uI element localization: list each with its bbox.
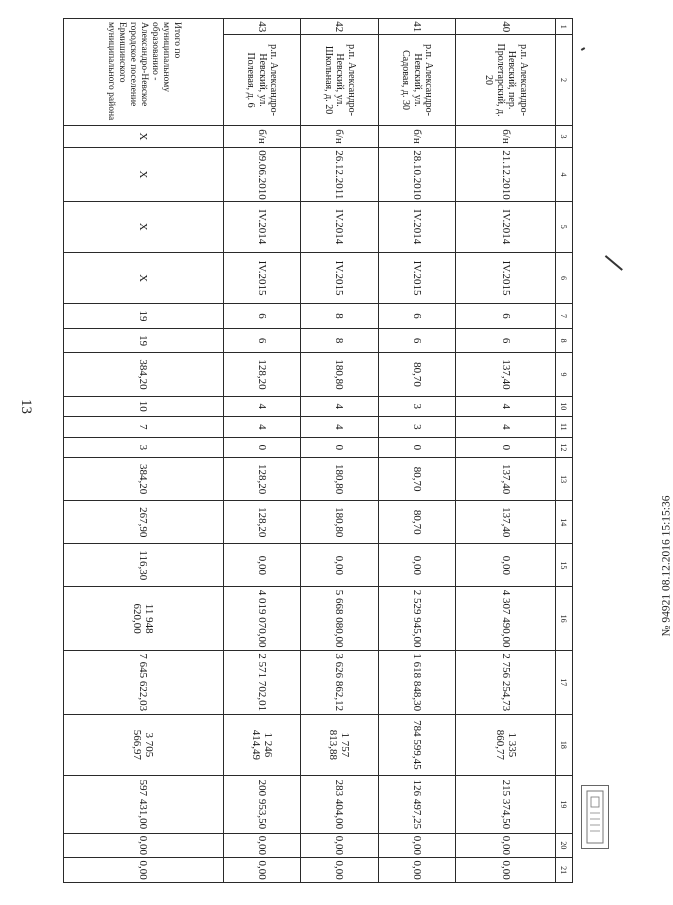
table-cell: 10 (64, 396, 224, 417)
total-row (64, 19, 224, 883)
table-cell: 8 (301, 304, 378, 329)
table-cell: IV.2015 (456, 252, 556, 303)
column-number: 9 (556, 353, 573, 396)
column-number: 18 (556, 714, 573, 776)
page-number: 13 (18, 399, 34, 414)
column-number: 2 (556, 35, 573, 125)
column-number: 13 (556, 458, 573, 501)
table-cell: 0,00 (456, 544, 556, 587)
column-number: 19 (556, 776, 573, 833)
table-cell: 0,00 (223, 858, 300, 883)
table-row (456, 19, 556, 883)
table-cell: 0,00 (223, 833, 300, 858)
table-row (378, 19, 455, 883)
column-number: 15 (556, 544, 573, 587)
table-cell: 80,70 (378, 353, 455, 396)
column-number: 7 (556, 304, 573, 329)
row-number: 40 (456, 19, 556, 35)
table-cell: 128,20 (223, 458, 300, 501)
table-cell: 180,80 (301, 353, 378, 396)
table-cell: 215 374,50 (456, 776, 556, 833)
table-cell: 200 953,50 (223, 776, 300, 833)
table-cell: 137,40 (456, 458, 556, 501)
table-cell: б/н (223, 125, 300, 148)
table-cell: 11 948 620,00 (64, 587, 224, 651)
table-cell: 0,00 (456, 858, 556, 883)
row-number: 41 (378, 19, 455, 35)
table-cell: 0 (301, 437, 378, 458)
table-cell: 137,40 (456, 353, 556, 396)
table-cell: 0,00 (301, 858, 378, 883)
table-cell: б/н (456, 125, 556, 148)
table-cell: 6 (223, 304, 300, 329)
table-row (223, 19, 300, 883)
table-cell: 1 618 848,30 (378, 650, 455, 714)
table-cell: IV.2014 (301, 201, 378, 252)
table-cell: 26.12.2011 (301, 148, 378, 201)
table-cell: 7 645 622,03 (64, 650, 224, 714)
table-cell: 267,90 (64, 501, 224, 544)
table-rotated-wrapper (63, 18, 573, 883)
address-cell: р.п. Александро-Невский, ул. Полевая, д. 6 (223, 35, 300, 125)
table-cell: 6 (456, 328, 556, 353)
table-cell: 784 599,45 (378, 714, 455, 776)
table-cell: 4 307 490,00 (456, 587, 556, 651)
table-cell: IV.2014 (378, 201, 455, 252)
column-number: 12 (556, 437, 573, 458)
column-number: 5 (556, 201, 573, 252)
table-cell: 6 (223, 328, 300, 353)
table-cell: 0,00 (64, 833, 224, 858)
column-number: 20 (556, 833, 573, 858)
table-upright-frame (63, 18, 573, 883)
column-number: 17 (556, 650, 573, 714)
table-cell: 0,00 (378, 833, 455, 858)
table-cell: 4 (456, 396, 556, 417)
table-cell: 0,00 (301, 833, 378, 858)
table-cell: 2 571 702,01 (223, 650, 300, 714)
table-cell: 7 (64, 417, 224, 438)
table-cell: IV.2015 (378, 252, 455, 303)
table-cell: 2 529 945,00 (378, 587, 455, 651)
seal-logo-icon (581, 785, 609, 849)
table-cell: 4 (301, 396, 378, 417)
column-number: 6 (556, 252, 573, 303)
column-number: 8 (556, 328, 573, 353)
table-cell: X (64, 148, 224, 201)
seal-logo-graphic (585, 789, 605, 845)
table-cell: 8 (301, 328, 378, 353)
table-cell: 6 (378, 304, 455, 329)
table-cell: 1 757 813,88 (301, 714, 378, 776)
table-cell: 128,20 (223, 501, 300, 544)
table-cell: 0 (223, 437, 300, 458)
table-cell: 597 431,00 (64, 776, 224, 833)
table-cell: 128,20 (223, 353, 300, 396)
address-cell: р.п. Александро-Невский, ул. Школьная, д. 20 (301, 35, 378, 125)
table-cell: 0,00 (64, 858, 224, 883)
row-number: 43 (223, 19, 300, 35)
column-number: 21 (556, 858, 573, 883)
table-cell: IV.2015 (301, 252, 378, 303)
table-cell: IV.2014 (456, 201, 556, 252)
table-cell: 4 (456, 417, 556, 438)
row-number: 42 (301, 19, 378, 35)
table-cell: 180,80 (301, 501, 378, 544)
table-cell: 80,70 (378, 458, 455, 501)
table-cell: 0,00 (378, 544, 455, 587)
column-number: 1 (556, 19, 573, 35)
table-cell: 384,20 (64, 458, 224, 501)
table-cell: 0,00 (301, 544, 378, 587)
table-row (301, 19, 378, 883)
table-cell: 4 (301, 417, 378, 438)
table-cell: 0,00 (378, 858, 455, 883)
table-cell: 3 626 862,12 (301, 650, 378, 714)
table-cell: 0,00 (456, 833, 556, 858)
table-cell: X (64, 201, 224, 252)
table-cell: X (64, 125, 224, 148)
table-cell: 4 019 070,00 (223, 587, 300, 651)
pen-mark (605, 255, 623, 270)
address-cell: р.п. Александро-Невский, ул. Садовая, д. 30 (378, 35, 455, 125)
column-number: 3 (556, 125, 573, 148)
table-cell: 1 246 414,49 (223, 714, 300, 776)
table-cell: 3 (378, 417, 455, 438)
table-cell: 28.10.2010 (378, 148, 455, 201)
summary-table (63, 18, 573, 883)
total-label: Итого по муниципальному образованию - Александро-Невское городское поселение Ермишинского муниципального района (64, 19, 224, 126)
table-cell: X (64, 252, 224, 303)
address-cell: р.п. Александро-Невский, пер. Пролетарский, д. 20 (456, 35, 556, 125)
table-cell: 6 (378, 328, 455, 353)
column-number: 16 (556, 587, 573, 651)
column-number: 10 (556, 396, 573, 417)
table-cell: 384,20 (64, 353, 224, 396)
table-cell: 0 (456, 437, 556, 458)
table-cell: 09.06.2010 (223, 148, 300, 201)
table-cell: 137,40 (456, 501, 556, 544)
table-cell: 80,70 (378, 501, 455, 544)
registration-stamp: № 94921 08.12.2016 15:15:36 (660, 495, 673, 637)
table-cell: 2 756 254,73 (456, 650, 556, 714)
table-cell: 1 335 860,77 (456, 714, 556, 776)
table-cell: 5 668 080,00 (301, 587, 378, 651)
table-cell: 4 (223, 396, 300, 417)
table-cell: 3 (378, 396, 455, 417)
table-cell: 4 (223, 417, 300, 438)
table-cell: 0 (378, 437, 455, 458)
column-number-row (556, 19, 573, 883)
table-cell: 3 705 566,97 (64, 714, 224, 776)
column-number: 14 (556, 501, 573, 544)
column-number: 11 (556, 417, 573, 438)
table-cell: б/н (378, 125, 455, 148)
table-cell: IV.2015 (223, 252, 300, 303)
table-cell: 19 (64, 328, 224, 353)
table-cell: 116,30 (64, 544, 224, 587)
table-cell: 21.12.2010 (456, 148, 556, 201)
table-cell: 3 (64, 437, 224, 458)
table-cell: IV.2014 (223, 201, 300, 252)
table-cell: б/н (301, 125, 378, 148)
table-cell: 6 (456, 304, 556, 329)
pen-mark (581, 47, 585, 51)
table-cell: 0,00 (223, 544, 300, 587)
column-number: 4 (556, 148, 573, 201)
table-cell: 126 497,25 (378, 776, 455, 833)
table-cell: 283 404,00 (301, 776, 378, 833)
table-cell: 180,80 (301, 458, 378, 501)
table-cell: 19 (64, 304, 224, 329)
